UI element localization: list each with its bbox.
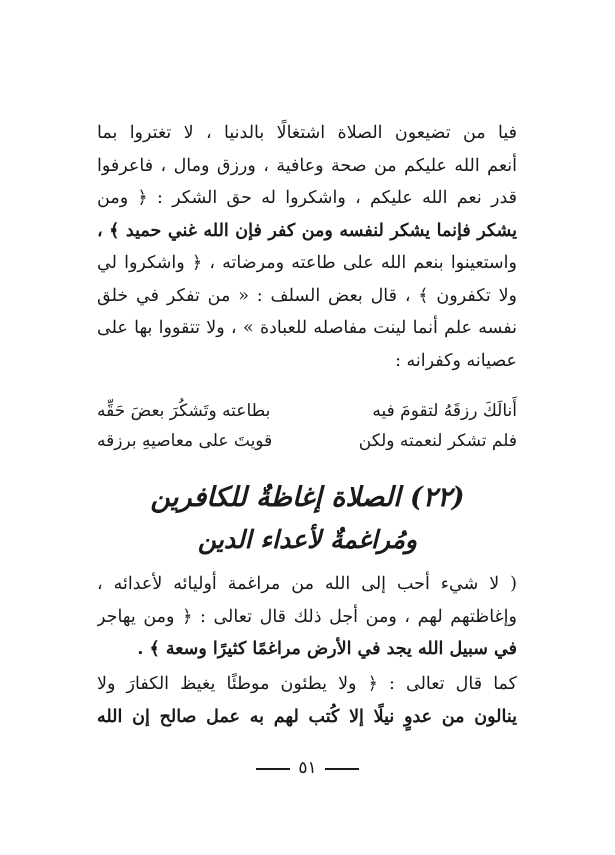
poem-verse [97,396,517,426]
quran-verse-line: يشكر فإنما يشكر لنفسه ومن كفر فإن الله غني حميد ﴾ ، [97,220,517,241]
text-line: أنعم الله عليكم من صحة وعافية ، ورزق ومال ، فاعرفوا [97,155,517,176]
text-line: ( لا شيء أحب إلى الله من مراغمة أوليائه لأعدائه ، [97,574,517,594]
poem-verse [97,426,517,456]
text-line: عصيانه وكفرانه : [395,350,517,371]
quran-verse-line: وإغاظتهم لهم ، ومن أجل ذلك قال تعالى : ﴿ ومن يهاجر [97,606,517,627]
poem-hemistich-first: فلم تشكر لنعمته ولكن [358,431,517,451]
text-line: نفسه علم أنما لينت مفاصله للعبادة » ، ولا تتقووا بها على [97,318,517,338]
poem-hemistich-second: بطاعته وتَشكُرَ بعضَ حَقِّه [97,401,271,421]
section-heading-line1: (٢٢) الصلاة إغاظةٌ للكافرين [150,482,465,513]
paragraph-verse [97,668,517,733]
quran-verse-line: في سبيل الله يجد في الأرض مراغمًا كثيرًا وسعة ﴾ . [137,639,517,659]
section-heading-line2: ومُراغمةٌ لأعداء الدين [197,525,418,554]
paragraph-intro [97,117,517,377]
paragraph-muragha [97,568,517,666]
quran-verse-line: ولا تكفرون ﴾ ، قال بعض السلف : « من تفكر في خلق [97,285,517,306]
poem-hemistich-second: قويتَ على معاصيهِ برزقه [97,431,273,451]
quran-verse-line: كما قال تعالى : ﴿ ولا يطئون موطئًا يغيظ الكفارَ ولا [97,674,517,694]
quran-verse-line: ينالون من عدوٍ نيلًا إلا كُتب لهم به عمل صالح إن الله [97,706,517,727]
text-line: قدر نعم الله عليكم ، واشكروا له حق الشكر : ﴿ ومن [97,188,517,208]
poem-hemistich-first: أَنالَكَ رزقَهُ لتقومَ فيه [372,401,517,421]
footer-dash [256,768,290,770]
text-line: واستعينوا بنعم الله على طاعته ومرضاته ، ﴿ واشكروا لي [97,253,517,273]
page-footer [0,758,615,778]
page-number: ٥١ [298,758,317,778]
poem [97,396,517,456]
footer-dash [325,768,359,770]
text-line: فيا من تضيعون الصلاة اشتغالًا بالدنيا ، لا تغتروا بما [97,123,517,143]
